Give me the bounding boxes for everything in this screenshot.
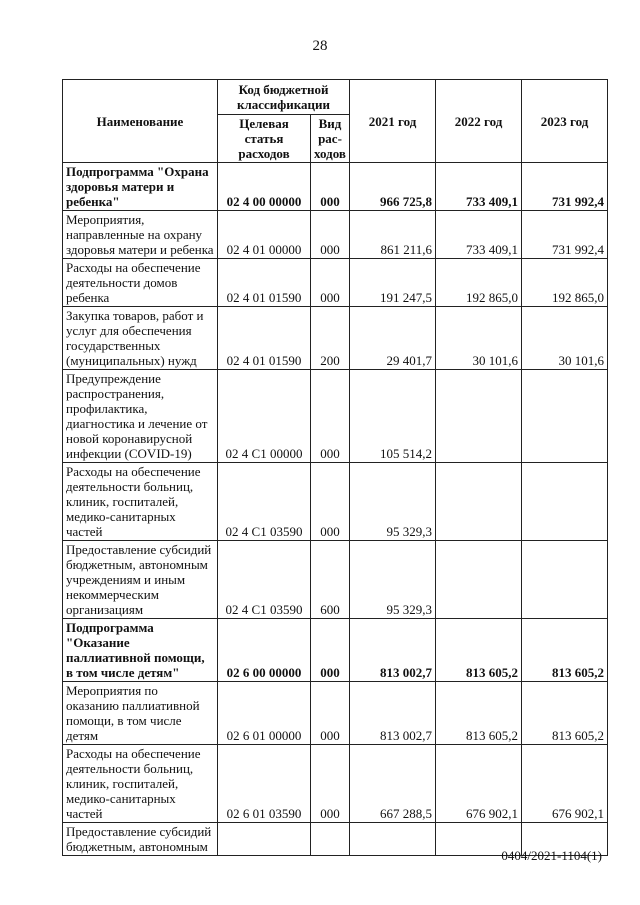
table-row bbox=[63, 541, 608, 619]
cell-name: Подпрограмма "Оказание паллиативной помощи, в том числе детям" bbox=[63, 619, 218, 682]
cell-name: Мероприятия по оказанию паллиативной помощи, в том числе детям bbox=[63, 682, 218, 745]
cell-expense-type: 000 bbox=[311, 211, 350, 259]
cell-2022: 813 605,2 bbox=[436, 619, 522, 682]
table-row bbox=[63, 682, 608, 745]
cell-name: Расходы на обеспечение деятельности больниц, клиник, госпиталей, медико-санитарных частей bbox=[63, 745, 218, 823]
header-expense-type: Вид рас-ходов bbox=[311, 115, 350, 163]
header-code-group: Код бюджетной классификации bbox=[218, 80, 350, 115]
table-header bbox=[63, 80, 608, 163]
cell-2022: 676 902,1 bbox=[436, 745, 522, 823]
cell-2021: 966 725,8 bbox=[350, 163, 436, 211]
cell-target-article: 02 4 C1 03590 bbox=[218, 541, 311, 619]
cell-expense-type: 000 bbox=[311, 682, 350, 745]
cell-2022 bbox=[436, 370, 522, 463]
table-row bbox=[63, 745, 608, 823]
cell-2021: 813 002,7 bbox=[350, 682, 436, 745]
cell-2023 bbox=[522, 541, 608, 619]
cell-name: Мероприятия, направленные на охрану здоровья матери и ребенка bbox=[63, 211, 218, 259]
header-target-article: Целевая статья расходов bbox=[218, 115, 311, 163]
header-2023: 2023 год bbox=[522, 80, 608, 163]
cell-2023: 813 605,2 bbox=[522, 619, 608, 682]
cell-expense-type: 200 bbox=[311, 307, 350, 370]
cell-name: Предупреждение распространения, профилактика, диагностика и лечение от новой коронавирусной инфекции (COVID-19) bbox=[63, 370, 218, 463]
cell-name: Предоставление субсидий бюджетным, автономным учреждениям и иным некоммерческим организациям bbox=[63, 541, 218, 619]
cell-2023: 30 101,6 bbox=[522, 307, 608, 370]
cell-expense-type: 000 bbox=[311, 370, 350, 463]
table-row bbox=[63, 307, 608, 370]
cell-2021: 813 002,7 bbox=[350, 619, 436, 682]
cell-target-article: 02 4 01 01590 bbox=[218, 259, 311, 307]
cell-name: Предоставление субсидий бюджетным, автономным bbox=[63, 823, 218, 856]
cell-2021: 191 247,5 bbox=[350, 259, 436, 307]
cell-2022 bbox=[436, 541, 522, 619]
cell-2021: 95 329,3 bbox=[350, 463, 436, 541]
cell-target-article: 02 4 01 00000 bbox=[218, 211, 311, 259]
table-row bbox=[63, 370, 608, 463]
cell-2022: 733 409,1 bbox=[436, 211, 522, 259]
cell-2022: 733 409,1 bbox=[436, 163, 522, 211]
cell-expense-type: 600 bbox=[311, 541, 350, 619]
cell-2021: 861 211,6 bbox=[350, 211, 436, 259]
cell-2023: 731 992,4 bbox=[522, 163, 608, 211]
cell-2021: 95 329,3 bbox=[350, 541, 436, 619]
cell-target-article: 02 4 00 00000 bbox=[218, 163, 311, 211]
cell-target-article: 02 4 01 01590 bbox=[218, 307, 311, 370]
cell-2023: 676 902,1 bbox=[522, 745, 608, 823]
cell-2021 bbox=[350, 823, 436, 856]
table-row bbox=[63, 619, 608, 682]
cell-2023: 192 865,0 bbox=[522, 259, 608, 307]
table-row bbox=[63, 259, 608, 307]
cell-name: Подпрограмма "Охрана здоровья матери и ребенка" bbox=[63, 163, 218, 211]
cell-expense-type: 000 bbox=[311, 163, 350, 211]
cell-target-article: 02 6 00 00000 bbox=[218, 619, 311, 682]
cell-expense-type: 000 bbox=[311, 619, 350, 682]
cell-2022: 192 865,0 bbox=[436, 259, 522, 307]
header-2022: 2022 год bbox=[436, 80, 522, 163]
table-row bbox=[63, 211, 608, 259]
header-2021: 2021 год bbox=[350, 80, 436, 163]
cell-name: Расходы на обеспечение деятельности домов ребенка bbox=[63, 259, 218, 307]
header-name: Наименование bbox=[63, 80, 218, 163]
cell-expense-type: 000 bbox=[311, 745, 350, 823]
cell-2022: 813 605,2 bbox=[436, 682, 522, 745]
cell-2023 bbox=[522, 463, 608, 541]
table-row bbox=[63, 163, 608, 211]
table-body bbox=[63, 163, 608, 856]
cell-2023: 813 605,2 bbox=[522, 682, 608, 745]
cell-target-article: 02 6 01 03590 bbox=[218, 745, 311, 823]
cell-2021: 29 401,7 bbox=[350, 307, 436, 370]
cell-name: Закупка товаров, работ и услуг для обеспечения государственных (муниципальных) нужд bbox=[63, 307, 218, 370]
page-number: 28 bbox=[312, 38, 328, 54]
document-id: 0404/2021-1104(1) bbox=[501, 848, 602, 863]
cell-target-article: 02 4 C1 00000 bbox=[218, 370, 311, 463]
cell-expense-type: 000 bbox=[311, 259, 350, 307]
cell-2022 bbox=[436, 463, 522, 541]
cell-2022: 30 101,6 bbox=[436, 307, 522, 370]
cell-expense-type: 000 bbox=[311, 463, 350, 541]
table-row bbox=[63, 463, 608, 541]
cell-expense-type bbox=[311, 823, 350, 856]
budget-table bbox=[62, 79, 608, 856]
cell-name: Расходы на обеспечение деятельности больниц, клиник, госпиталей, медико-санитарных частей bbox=[63, 463, 218, 541]
cell-target-article: 02 6 01 00000 bbox=[218, 682, 311, 745]
cell-2023 bbox=[522, 370, 608, 463]
cell-2021: 105 514,2 bbox=[350, 370, 436, 463]
cell-target-article bbox=[218, 823, 311, 856]
cell-target-article: 02 4 C1 03590 bbox=[218, 463, 311, 541]
cell-2021: 667 288,5 bbox=[350, 745, 436, 823]
cell-2023: 731 992,4 bbox=[522, 211, 608, 259]
